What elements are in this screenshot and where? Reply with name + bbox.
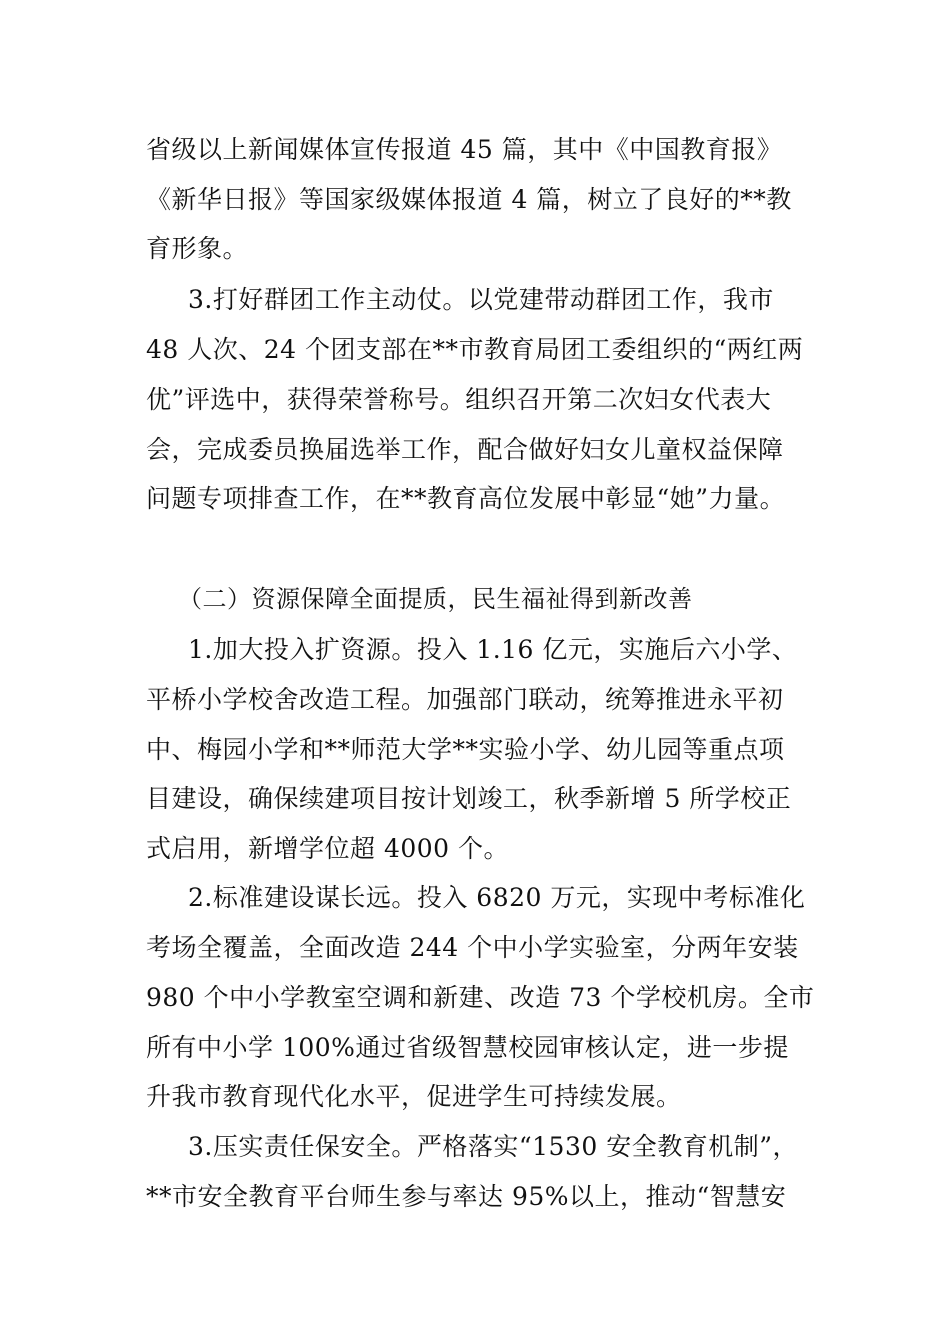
paragraph-line: 1.加大投入扩资源。投入 1.16 亿元，实施后六小学、	[188, 635, 798, 664]
paragraph-line: 式启用，新增学位超 4000 个。	[146, 834, 510, 863]
paragraph-line: 育形象。	[146, 234, 249, 263]
paragraph-line: 升我市教育现代化水平，促进学生可持续发展。	[146, 1082, 682, 1111]
paragraph-line: 《新华日报》等国家级媒体报道 4 篇，树立了良好的**教	[146, 185, 792, 214]
paragraph-line: 48 人次、24 个团支部在**市教育局团工委组织的“两红两	[146, 335, 804, 364]
paragraph-line: 省级以上新闻媒体宣传报道 45 篇，其中《中国教育报》	[146, 135, 783, 164]
paragraph-line: 3.打好群团工作主动仗。以党建带动群团工作，我市	[188, 285, 774, 314]
paragraph-line: 中、梅园小学和**师范大学**实验小学、幼儿园等重点项	[146, 735, 785, 764]
paragraph-line: 问题专项排查工作，在**教育高位发展中彰显“她”力量。	[146, 484, 786, 513]
paragraph-line: 3.压实责任保安全。严格落实“1530 安全教育机制”，	[188, 1132, 798, 1161]
paragraph-line: 会，完成委员换届选举工作，配合做好妇女儿童权益保障	[146, 435, 784, 464]
paragraph-line: 平桥小学校舍改造工程。加强部门联动，统筹推进永平初	[146, 685, 784, 714]
paragraph-line: **市安全教育平台师生参与率达 95%以上，推动“智慧安	[146, 1182, 787, 1211]
paragraph-line: 所有中小学 100%通过省级智慧校园审核认定，进一步提	[146, 1033, 789, 1062]
paragraph-line: 优”评选中，获得荣誉称号。组织召开第二次妇女代表大	[146, 385, 772, 414]
paragraph-line: 2.标准建设谋长远。投入 6820 万元，实现中考标准化	[188, 883, 806, 912]
paragraph-line: 目建设，确保续建项目按计划竣工，秋季新增 5 所学校正	[146, 784, 792, 813]
section-heading: （二）资源保障全面提质，民生福祉得到新改善	[178, 585, 693, 613]
paragraph-line: 980 个中小学教室空调和新建、改造 73 个学校机房。全市	[146, 983, 815, 1012]
paragraph-line: 考场全覆盖，全面改造 244 个中小学实验室，分两年安装	[146, 933, 799, 962]
